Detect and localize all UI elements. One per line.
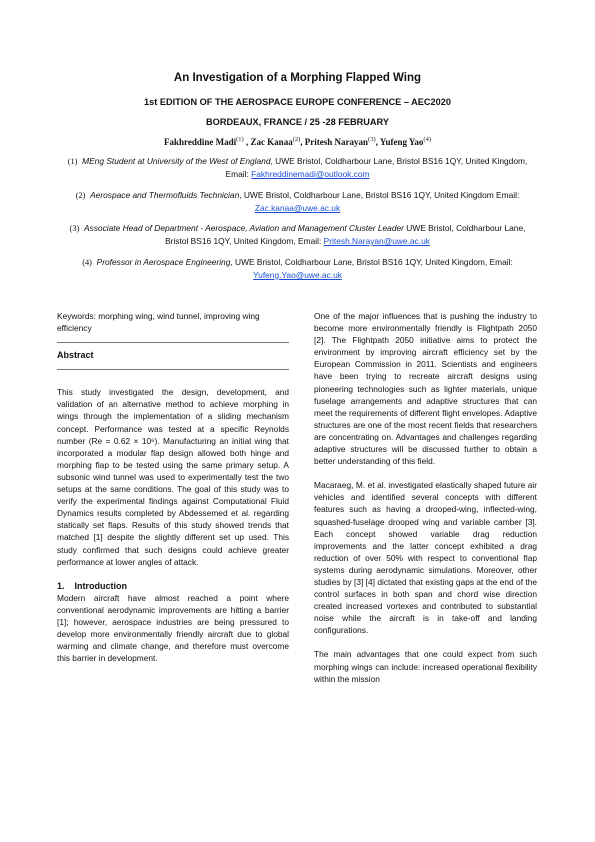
body-paragraph: Macaraeg, M. et al. investigated elastically shaped future air vehicles and identified several concepts with different features such as having a drooped-wing, inflected-wing, squashed-fuselage drooped wing and variable camber [3]. Each concept showed variable drag reduction improvements and the latter concept exhibited a drag reduction of over 50% with respect to conventional flap systems during aerodynamic simulations. Moreover, other studies by [3] [4] dictated that existing gaps at the end of the control surfaces in both span and chord wise direction created increased vortexes and contributed to substantial noise while the aircraft is in take-off and landing configurations. [314,480,537,636]
email-link[interactable]: Zac.kanaa@uwe.ac.uk [254,203,341,213]
affiliation [60,155,535,180]
affiliation [60,256,535,281]
body-paragraph: One of the major influences that is pushing the industry to become more environmentally friendly is Flightpath 2050 [2]. The Flightpath 2050 initiative aims to protect the environment by improving aircraft efficiency set by the European Commission in 2011. Scientists and engineers have been trying to recreate aircraft designs using pioneering technologies such as lighter materials, unique fuselage arrangements and adaptive structures that can meet the requirements of different flight envelopes. Adaptive structures are one of the most recent fields that researchers are concentrating on. Advantages and challenges regarding adaptive structures will be discussed further to obtain a better understanding of this field. [314,311,537,467]
conference-location: BORDEAUX, FRANCE / 25 -28 FEBRUARY [206,117,389,127]
email-link[interactable]: Yufeng.Yao@uwe.ac.uk [253,270,342,280]
author-name: Pritesh Narayan [304,137,369,147]
left-column [57,310,289,664]
abstract-text: This study investigated the design, development, and validation of an alternative method to achieve morphing in wings through the implementation of a sliding mechanism concept. Performance was tested at a specific Reynolds number (Re = 0.62 × 10⁶). Manufacturing an initial wing that incorporated a modular flap design allowed both hinge and morphing flap to be tested using the same primary setup. A subsonic wind tunnel was used to experimentally test the two setups at the same conditions. The goal of this study was to verify the experimental findings against Computational Fluid Dynamics results completed by Abdessemed et al. regarding statically set flaps. Results of this study showed trends that matched [1] despite the slightly different set up used. This study confirmed that such designs could achieve greater performance at lower angles of attack. [57,387,289,567]
affiliation-role: Professor in Aerospace Engineering [96,257,231,267]
author-mark: (4) [423,136,431,143]
affiliation [60,189,535,214]
introduction-text: Modern aircraft have almost reached a point where conventional aerodynamic improvements are hitting a barrier [1]; however, aerospace industries are being pressured to develop more environmentally friendly aircraft due to global warming and climate change, and therefore must overcome this barrier in development. [57,592,289,664]
introduction-heading: 1. Introduction [57,580,127,591]
author-separator: , [375,137,380,147]
conference-name: 1st EDITION OF THE AEROSPACE EUROPE CONFERENCE – AEC2020 [144,97,451,107]
author-name: Fakhreddine Madi [163,137,237,147]
author-name: Zac Kanaa [250,137,293,147]
affiliation-text: UWE Bristol, Coldharbour Lane, Bristol BS16 1QY, United Kingdom, Email: [165,223,526,246]
author-name: Yufeng Yao [379,137,424,147]
abstract-heading: Abstract [57,350,94,361]
affiliation-role: Associate Head of Department - Aerospace, Aviation and Management Cluster Leader [83,223,404,233]
affiliation-text: , UWE Bristol, Coldharbour Lane, Bristol BS16 1QY, United Kingdom, Email: [230,257,513,267]
email-link[interactable]: Fakhreddinemadi@outlook.com [251,169,370,179]
affiliation-number: (1) [67,157,78,166]
affiliation-number: (2) [75,191,86,200]
keywords: Keywords: morphing wing, wind tunnel, improving wing efficiency [57,311,260,334]
affiliation-number: (3) [69,224,80,233]
affiliation-role: MEng Student at University of the West of England [82,156,271,166]
affiliation [60,222,535,247]
body-paragraph: The main advantages that one could expect from such morphing wings can include: increased operational flexibility within the mission [314,649,537,684]
author-separator: , [300,137,305,147]
affiliation-text: , UWE Bristol, Coldharbour Lane, Bristol BS16 1QY, United Kingdom, Email: [225,156,528,179]
email-link[interactable]: Pritesh.Narayan@uwe.ac.uk [323,236,430,246]
author-mark: (3) [368,136,376,143]
paper-title: An Investigation of a Morphing Flapped Wing [173,72,422,84]
author-mark: (2) [292,136,301,143]
section-divider [57,369,289,370]
author-separator: , [243,137,251,147]
affiliation-role: Aerospace and Thermofluids Technician [90,190,240,200]
author-list [0,136,595,147]
affiliation-number: (4) [82,258,92,267]
right-column [314,310,537,697]
affiliation-text: , UWE Bristol, Coldharbour Lane, Bristol BS16 1QY, United Kingdom Email: [239,190,520,200]
section-divider [57,342,289,343]
author-mark: (1) [236,136,244,143]
